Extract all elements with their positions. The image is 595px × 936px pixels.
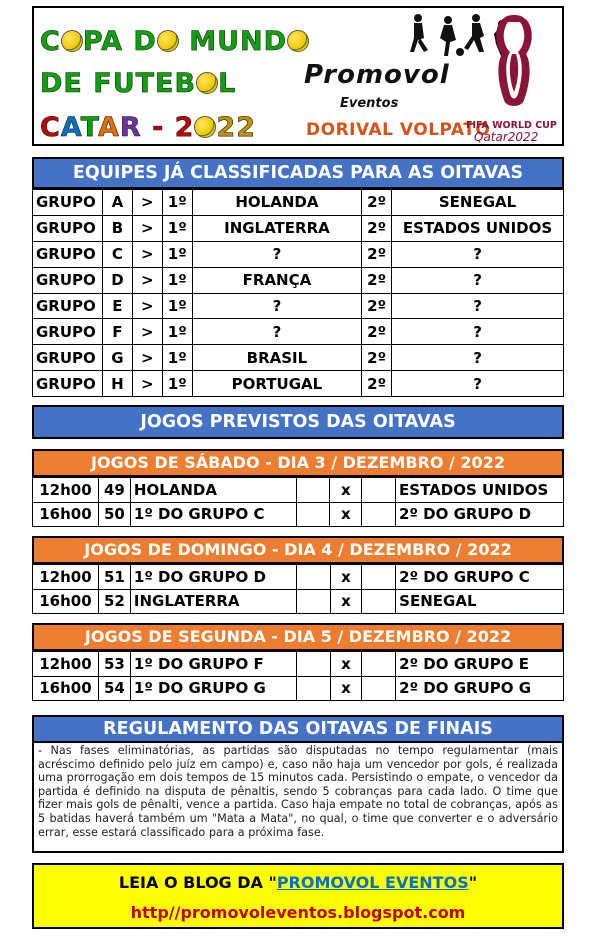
classified-cell-arrow: > <box>132 293 162 319</box>
ball-icon <box>194 116 216 138</box>
classified-cell-letter: G <box>102 345 132 371</box>
classified-cell-second: ? <box>392 345 564 371</box>
title-line-3: CATAR - 2 22 <box>40 112 257 143</box>
match-time: 16h00 <box>33 676 99 701</box>
classified-cell-arrow: > <box>132 319 162 345</box>
classified-cell-letter: H <box>102 371 132 397</box>
classified-cell-grupo: GRUPO <box>33 215 103 241</box>
classified-cell-first-pos: 1º <box>162 267 192 293</box>
match-number: 50 <box>98 502 130 527</box>
match-row <box>33 676 564 701</box>
match-home-team: 1º DO GRUPO C <box>130 502 296 527</box>
title-line-2: DE FUTEB L <box>40 68 237 99</box>
classified-cell-grupo: GRUPO <box>33 319 103 345</box>
organizer-name: DORIVAL VOLPATO <box>306 120 491 140</box>
match-number: 49 <box>98 478 130 503</box>
classified-cell-second-pos: 2º <box>362 345 392 371</box>
classified-row <box>33 345 564 371</box>
classified-cell-grupo: GRUPO <box>33 371 103 397</box>
classified-cell-grupo: GRUPO <box>33 241 103 267</box>
classified-cell-arrow: > <box>132 345 162 371</box>
classified-cell-second-pos: 2º <box>362 293 392 319</box>
classified-section-title: EQUIPES JÁ CLASSIFICADAS PARA AS OITAVAS <box>32 157 564 189</box>
blog-brand-link[interactable]: PROMOVOL EVENTOS <box>276 873 469 892</box>
matches-table <box>32 651 564 701</box>
classified-cell-first-pos: 1º <box>162 215 192 241</box>
rules-text: - Nas fases eliminatórias, as partidas são disputadas no tempo regulamentar (mais acréscimo definido pelo juíz em campo) e, caso não haja um vencedor por gols, é realizada uma prorrogação em dois tempos de 15 minutos cada. Persistindo o empate, o vencedor da partida é definido na disputa de pênaltis, sendo 5 cobranças para cada lado. O time que fizer mais gols de pênalti, vence a partida. Caso haja empate no total de cobranças, após as 5 batidas haverá também um "Mata a Mata", no qual, o time que converter e o adversário errar, esse estará classificado para a próxima fase. <box>32 741 564 853</box>
match-row <box>33 652 564 677</box>
blog-callout: LEIA O BLOG DA "PROMOVOL EVENTOS" <box>118 873 478 892</box>
match-row <box>33 502 564 527</box>
classified-cell-arrow: > <box>132 190 162 216</box>
day-header: JOGOS DE SEGUNDA - DIA 5 / DEZEMBRO / 2022 <box>32 623 564 651</box>
classified-cell-grupo: GRUPO <box>33 293 103 319</box>
match-home-team: INGLATERRA <box>130 589 296 614</box>
match-row <box>33 478 564 503</box>
classified-row <box>33 319 564 345</box>
classified-cell-letter: B <box>102 215 132 241</box>
match-home-team: 1º DO GRUPO F <box>130 652 296 677</box>
match-score-home <box>296 478 330 503</box>
classified-cell-first: FRANÇA <box>192 267 361 293</box>
match-score-away <box>362 676 396 701</box>
match-home-team: 1º DO GRUPO D <box>130 565 296 590</box>
match-time: 12h00 <box>33 652 99 677</box>
match-versus: x <box>330 676 362 701</box>
rules-section-title: REGULAMENTO DAS OITAVAS DE FINAIS <box>32 715 564 743</box>
ball-icon <box>157 30 179 52</box>
match-number: 53 <box>98 652 130 677</box>
match-number: 52 <box>98 589 130 614</box>
classified-cell-first: ? <box>192 293 361 319</box>
blog-url-link[interactable]: http//promovoleventos.blogspot.com <box>130 903 466 922</box>
classified-cell-grupo: GRUPO <box>33 190 103 216</box>
title-line-1: C PA D MUND <box>40 26 309 57</box>
match-row <box>33 565 564 590</box>
match-versus: x <box>330 565 362 590</box>
classified-cell-grupo: GRUPO <box>33 267 103 293</box>
classified-cell-second: ? <box>392 371 564 397</box>
match-time: 16h00 <box>33 502 99 527</box>
match-away-team: 2º DO GRUPO E <box>396 652 564 677</box>
classified-row <box>33 215 564 241</box>
match-versus: x <box>330 502 362 527</box>
classified-row <box>33 267 564 293</box>
match-time: 12h00 <box>33 565 99 590</box>
classified-cell-letter: D <box>102 267 132 293</box>
classified-cell-second: ESTADOS UNIDOS <box>392 215 564 241</box>
classified-row <box>33 241 564 267</box>
classified-cell-first: ? <box>192 241 361 267</box>
classified-cell-arrow: > <box>132 371 162 397</box>
match-home-team: HOLANDA <box>130 478 296 503</box>
classified-cell-second-pos: 2º <box>362 215 392 241</box>
match-score-away <box>362 589 396 614</box>
matches-table <box>32 564 564 614</box>
match-score-home <box>296 652 330 677</box>
classified-cell-second-pos: 2º <box>362 241 392 267</box>
match-score-home <box>296 589 330 614</box>
match-versus: x <box>330 652 362 677</box>
match-row <box>33 589 564 614</box>
classified-cell-second: ? <box>392 241 564 267</box>
match-time: 16h00 <box>33 589 99 614</box>
classified-row <box>33 371 564 397</box>
match-number: 51 <box>98 565 130 590</box>
classified-cell-letter: F <box>102 319 132 345</box>
classified-cell-second-pos: 2º <box>362 190 392 216</box>
classified-cell-second: ? <box>392 319 564 345</box>
match-away-team: 2º DO GRUPO G <box>396 676 564 701</box>
classified-cell-first-pos: 1º <box>162 319 192 345</box>
blog-banner <box>32 863 564 929</box>
classified-cell-first-pos: 1º <box>162 190 192 216</box>
match-score-home <box>296 565 330 590</box>
classified-cell-first: BRASIL <box>192 345 361 371</box>
classified-row <box>33 293 564 319</box>
games-section-title: JOGOS PREVISTOS DAS OITAVAS <box>32 405 564 439</box>
classified-table <box>32 189 564 397</box>
match-versus: x <box>330 589 362 614</box>
classified-cell-arrow: > <box>132 241 162 267</box>
match-score-away <box>362 502 396 527</box>
classified-cell-arrow: > <box>132 215 162 241</box>
classified-cell-first: HOLANDA <box>192 190 361 216</box>
classified-cell-first: PORTUGAL <box>192 371 361 397</box>
match-time: 12h00 <box>33 478 99 503</box>
match-score-away <box>362 565 396 590</box>
match-away-team: ESTADOS UNIDOS <box>396 478 564 503</box>
match-number: 54 <box>98 676 130 701</box>
ball-icon <box>196 72 218 94</box>
classified-cell-first: ? <box>192 319 361 345</box>
fifa-logo-subtext: Qatar2022 <box>474 130 539 144</box>
classified-cell-second-pos: 2º <box>362 319 392 345</box>
match-away-team: 2º DO GRUPO C <box>396 565 564 590</box>
classified-cell-second: SENEGAL <box>392 190 564 216</box>
classified-cell-letter: A <box>102 190 132 216</box>
classified-cell-letter: C <box>102 241 132 267</box>
classified-cell-first-pos: 1º <box>162 241 192 267</box>
matches-table <box>32 477 564 527</box>
classified-cell-arrow: > <box>132 267 162 293</box>
classified-cell-second-pos: 2º <box>362 267 392 293</box>
classified-cell-first-pos: 1º <box>162 371 192 397</box>
match-score-home <box>296 502 330 527</box>
match-away-team: 2º DO GRUPO D <box>396 502 564 527</box>
match-score-away <box>362 652 396 677</box>
match-home-team: 1º DO GRUPO G <box>130 676 296 701</box>
promovol-logo-subtitle: Eventos <box>340 96 399 111</box>
day-header: JOGOS DE SÁBADO - DIA 3 / DEZEMBRO / 2022 <box>32 449 564 477</box>
classified-cell-first: INGLATERRA <box>192 215 361 241</box>
classified-cell-letter: E <box>102 293 132 319</box>
classified-cell-first-pos: 1º <box>162 293 192 319</box>
match-score-home <box>296 676 330 701</box>
promovol-logo: Promovol <box>304 60 450 90</box>
header-banner <box>32 6 564 146</box>
match-away-team: SENEGAL <box>396 589 564 614</box>
classified-cell-second: ? <box>392 267 564 293</box>
ball-icon <box>287 30 309 52</box>
classified-cell-second-pos: 2º <box>362 371 392 397</box>
classified-cell-second: ? <box>392 293 564 319</box>
classified-row <box>33 190 564 216</box>
match-versus: x <box>330 478 362 503</box>
fifa-logo-text: FIFA WORLD CUP <box>466 120 557 131</box>
classified-cell-grupo: GRUPO <box>33 345 103 371</box>
ball-icon <box>61 30 83 52</box>
match-score-away <box>362 478 396 503</box>
classified-cell-first-pos: 1º <box>162 345 192 371</box>
world-cup-logo-icon <box>490 14 538 114</box>
day-header: JOGOS DE DOMINGO - DIA 4 / DEZEMBRO / 2022 <box>32 536 564 564</box>
